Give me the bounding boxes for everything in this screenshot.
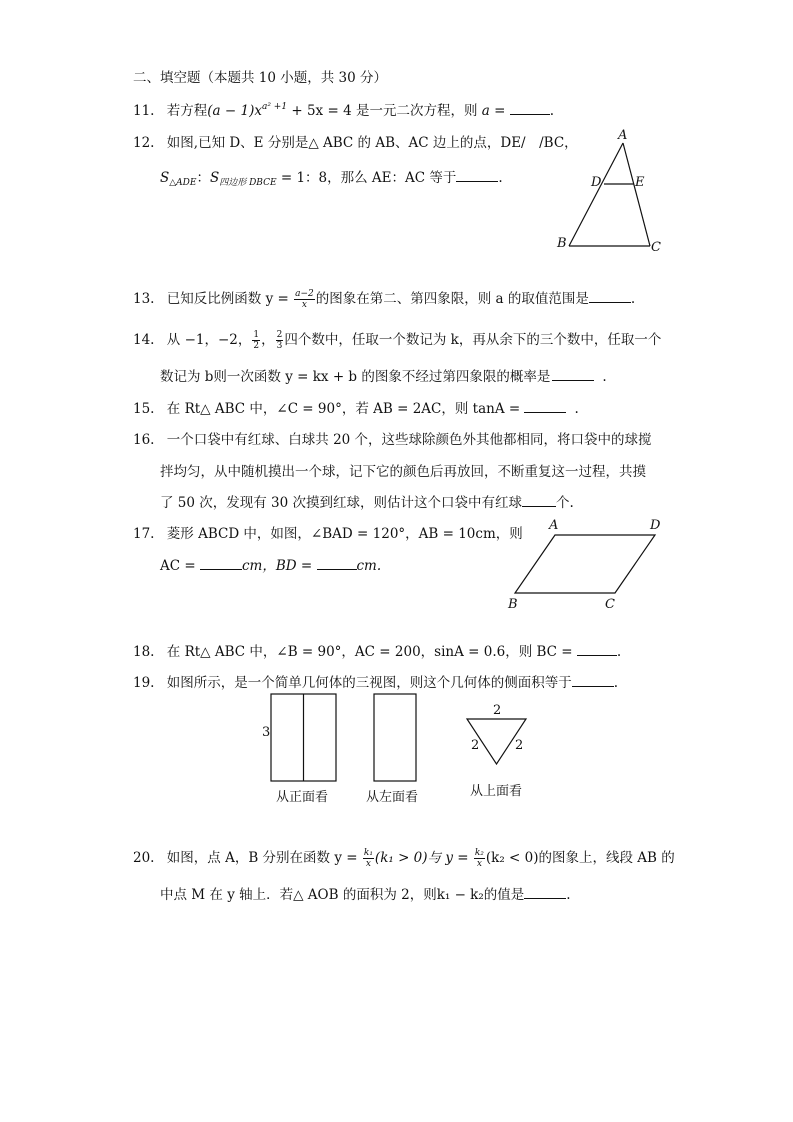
question-text: 四个数中，任取一个数记为 k，再从余下的三个数中，任取一个 <box>284 332 662 348</box>
exponent: a² +1 <box>261 102 288 112</box>
answer-blank[interactable] <box>522 495 556 507</box>
vertex-label-b: B <box>557 236 567 251</box>
question-14 <box>133 328 661 351</box>
period: . <box>549 103 555 119</box>
question-14-line2 <box>160 365 607 385</box>
question-text: 个. <box>556 495 574 511</box>
answer-blank[interactable] <box>524 401 566 413</box>
question-text: 如图,已知 D、E 分别是△ ABC 的 AB、AC 边上的点，DE/ /BC， <box>166 135 578 151</box>
vertex-label-a: A <box>618 128 628 143</box>
numerator: 2 <box>276 330 283 340</box>
question-number: 14. <box>133 332 155 348</box>
fraction <box>252 330 260 351</box>
answer-blank[interactable] <box>510 103 550 115</box>
question-text: 在 Rt△ ABC 中，∠C = 90°，若 AB = 2AC，则 tanA = <box>166 401 525 417</box>
question-text: = 1：8，那么 AE：AC 等于 <box>276 170 457 186</box>
question-text: AC = <box>160 558 200 574</box>
question-text: 如图，点 A，B 分别在函数 y = <box>166 850 362 866</box>
question-text: 已知反比例函数 y = <box>166 291 294 307</box>
question-11 <box>133 99 554 119</box>
colon: ： <box>196 170 210 186</box>
question-text: 菱形 ABCD 中，如图，∠BAD = 120°，AB = 10cm，则 <box>166 526 523 542</box>
numerator: k₂ <box>474 848 484 858</box>
question-text: cm. <box>356 558 382 574</box>
front-view-caption: 从正面看 <box>276 790 329 805</box>
question-text: + 5x = 4 是一元二次方程，则 <box>287 103 482 119</box>
question-17 <box>133 522 523 542</box>
period: . <box>574 401 579 417</box>
numerator: k₁ <box>363 848 373 858</box>
section-title: 二、填空题（本题共 10 小题，共 30 分） <box>133 70 388 86</box>
vertex-label-b: B <box>508 597 518 612</box>
fraction <box>363 848 374 869</box>
question-text: 的图象在第二、第四象限，则 a 的取值范围是 <box>315 291 589 307</box>
answer-blank[interactable] <box>200 558 242 570</box>
fraction <box>276 330 284 351</box>
question-text: 数记为 b则一次函数 y = kx + b 的图象不经过第四象限的概率是 <box>160 369 551 385</box>
answer-blank[interactable] <box>552 369 594 381</box>
rhombus-figure <box>505 525 675 605</box>
question-20 <box>133 846 675 869</box>
question-13 <box>133 287 635 310</box>
front-view-height-label: 3 <box>262 725 271 740</box>
vertex-label-c: C <box>651 240 661 255</box>
numerator: 1 <box>253 330 260 340</box>
question-number: 13. <box>133 291 155 307</box>
question-number: 20. <box>133 850 155 866</box>
question-text: 若方程 <box>166 103 208 119</box>
question-number: 17. <box>133 526 155 542</box>
top-view-label-top: 2 <box>493 703 502 718</box>
question-number: 12. <box>133 135 155 151</box>
top-view-label-right: 2 <box>515 738 524 753</box>
question-text: 了 50 次，发现有 30 次摸到红球，则估计这个口袋中有红球 <box>160 495 523 511</box>
period: . <box>616 644 622 660</box>
top-view-label-left: 2 <box>471 738 480 753</box>
question-number: 19. <box>133 675 155 691</box>
fraction <box>294 289 315 310</box>
fraction <box>474 848 485 869</box>
question-16 <box>133 428 652 448</box>
vertex-label-a: A <box>549 518 559 533</box>
top-view-caption: 从上面看 <box>470 784 523 799</box>
front-view <box>270 693 338 783</box>
question-12-line2 <box>160 166 503 188</box>
question-20-line2 <box>160 883 571 903</box>
question-text: 从 −1，−2， <box>166 332 252 348</box>
question-text: 中点 M 在 y 轴上．若△ AOB 的面积为 2，则k₁ − k₂的值是 <box>160 887 525 903</box>
variable: a <box>481 103 490 119</box>
answer-blank[interactable] <box>577 644 617 656</box>
question-text: cm，BD = <box>241 558 317 574</box>
denominator: 3 <box>276 341 283 351</box>
denominator: x <box>476 859 482 869</box>
denominator: x <box>301 300 307 310</box>
question-12 <box>133 131 578 151</box>
vertex-label-d: D <box>650 518 661 533</box>
question-number: 18. <box>133 644 155 660</box>
question-19 <box>133 671 618 691</box>
vertex-label-d: D <box>591 175 602 190</box>
equals: = <box>489 103 510 119</box>
answer-blank[interactable] <box>524 887 566 899</box>
subscript: 四边形 DBCE <box>219 178 277 188</box>
left-view-caption: 从左面看 <box>366 790 419 805</box>
vertex-label-e: E <box>635 175 645 190</box>
math-expression: (a − 1)x <box>207 103 262 119</box>
question-number: 16. <box>133 432 155 448</box>
question-16-line3 <box>160 491 574 511</box>
left-view <box>373 693 418 783</box>
answer-blank[interactable] <box>589 291 631 303</box>
vertex-label-c: C <box>605 597 615 612</box>
period: . <box>613 675 619 691</box>
question-number: 15. <box>133 401 155 417</box>
period: . <box>498 170 503 186</box>
question-text: 如图所示，是一个简单几何体的三视图，则这个几何体的侧面积等于 <box>166 675 572 691</box>
question-text: 在 Rt△ ABC 中，∠B = 90°，AC = 200，sinA = 0.6，则 BC = <box>166 644 577 660</box>
question-15 <box>133 397 579 417</box>
period: . <box>630 291 636 307</box>
question-number: 11. <box>133 103 155 119</box>
period: . <box>566 887 571 903</box>
answer-blank[interactable] <box>572 675 614 687</box>
question-text: (k₁ > 0)与 y = <box>374 850 473 866</box>
question-18 <box>133 640 621 660</box>
answer-blank[interactable] <box>317 558 357 570</box>
subscript: △ADE <box>169 178 197 188</box>
question-17-line2 <box>160 554 381 574</box>
separator: ， <box>261 332 275 348</box>
area-symbol: S <box>209 170 220 186</box>
denominator: 2 <box>253 341 260 351</box>
answer-blank[interactable] <box>456 170 498 182</box>
numerator: a−2 <box>295 289 314 299</box>
denominator: x <box>365 859 371 869</box>
question-text: (k₂ < 0)的图象上，线段 AB 的 <box>485 850 675 866</box>
triangle-figure <box>555 128 665 258</box>
period: . <box>602 369 607 385</box>
area-symbol: S <box>160 170 170 186</box>
question-text: 一个口袋中有红球、白球共 20 个，这些球除颜色外其他都相同，将口袋中的球搅 <box>166 432 652 448</box>
question-16-line2: 拌均匀，从中随机摸出一个球，记下它的颜色后再放回，不断重复这一过程，共摸 <box>160 464 646 480</box>
